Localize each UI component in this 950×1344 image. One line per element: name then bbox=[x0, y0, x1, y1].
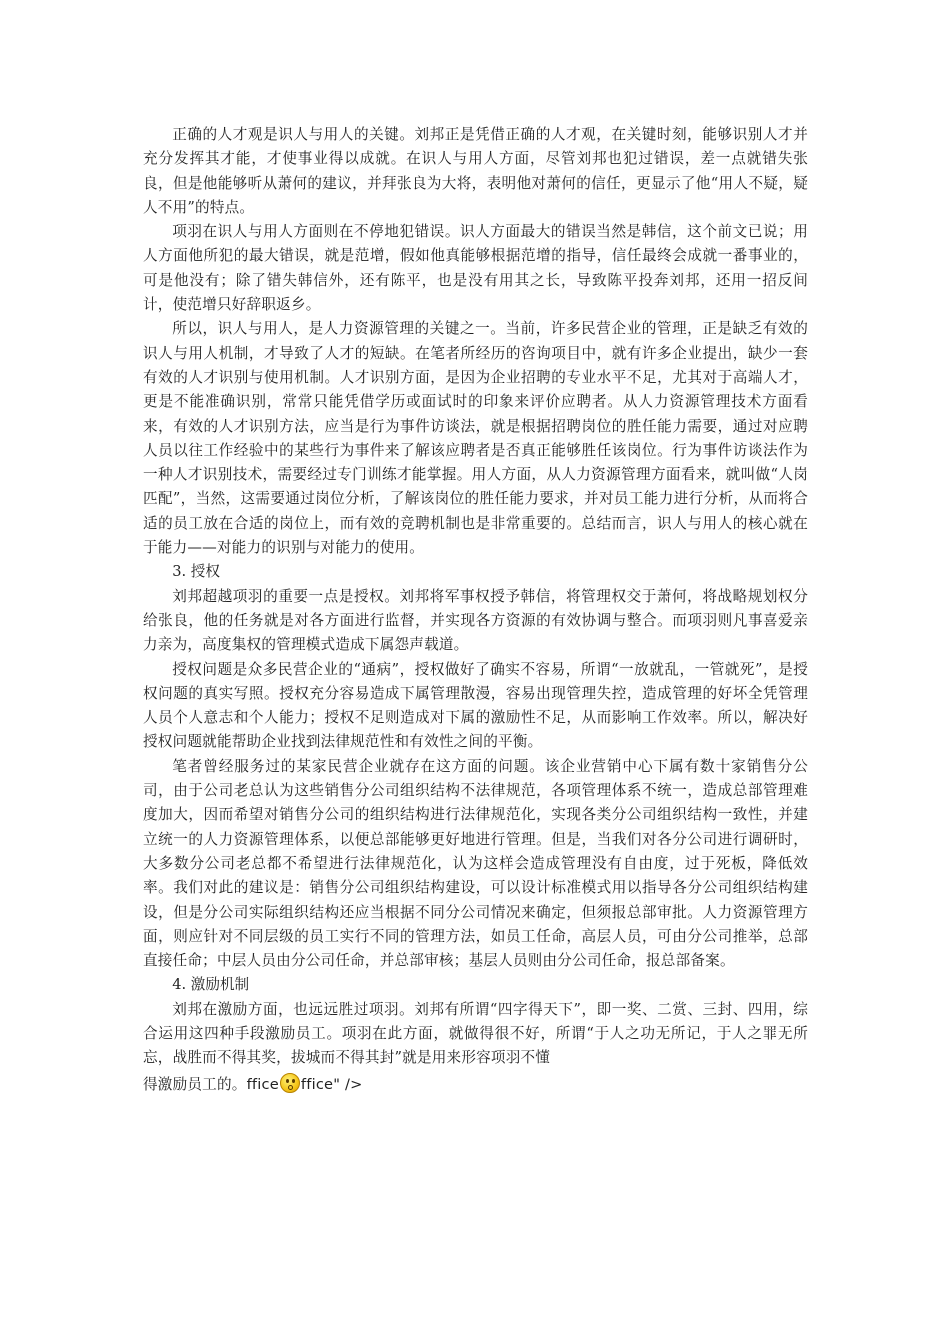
smiley-emoticon-icon bbox=[280, 1073, 300, 1093]
tail-fragment-2: ffice" /> bbox=[300, 1075, 363, 1093]
paragraph-2: 项羽在识人与用人方面则在不停地犯错误。识人方面最大的错误当然是韩信，这个前文已说；用人方面他所犯的最大错误，就是范增，假如他真能够根据范增的指导，信任最终会成就一番事业的，可是他没有；除了错失韩信外，还有陈平，也是没有用其之长，导致陈平投奔刘邦，还用一招反间计，使范增只好辞职返乡。 bbox=[143, 223, 808, 314]
tail-fragment-1: ffice bbox=[246, 1075, 279, 1093]
paragraph-1: 正确的人才观是识人与用人的关键。刘邦正是凭借正确的人才观，在关键时刻，能够识别人才并充分发挥其才能，才使事业得以成就。在识人与用人方面，尽管刘邦也犯过错误，差一点就错失张良，但是他能够听从萧何的建议，并拜张良为大将，表明他对萧何的信任，更显示了他“用人不疑，疑人不用”的特点。 bbox=[143, 126, 808, 216]
section-3-paragraph-3: 笔者曾经服务过的某家民营企业就存在这方面的问题。该企业营销中心下属有数十家销售分公司，由于公司老总认为这些销售分公司组织结构不法律规范，各项管理体系不统一，造成总部管理难度加大，因而希望对销售分公司的组织结构进行法律规范化，实现各类分公司组织结构一致性，并建立统一的人力资源管理体系，以便总部能够更好地进行管理。但是，当我们对各分公司进行调研时，大多数分公司老总都不希望进行法律规范化，认为这样会造成管理没有自由度，过于死板，降低效率。我们对此的建议是：销售分公司组织结构建设，可以设计标准模式用以指导各分公司组织结构建设，但是分公司实际组织结构还应当根据不同分公司情况来确定，但须报总部审批。人力资源管理方面，则应针对不同层级的员工实行不同的管理方法，如员工任命，高层人员，可由分公司推举，总部直接任命；中层人员由分公司任命，并总部审核；基层人员则由分公司任命，报总部备案。 bbox=[143, 757, 808, 970]
section-4-paragraph: 刘邦在激励方面，也远远胜过项羽。刘邦有所谓“四字得天下”，即一奖、二赏、三封、四用，综合运用这四种手段激励员工。项羽在此方面，就做得很不好，所谓“于人之功无所记，于人之罪无所忘，战胜而不得其奖，拔城而不得其封”就是用来形容项羽不懂 bbox=[143, 1000, 808, 1067]
section-3-paragraph-2: 授权问题是众多民营企业的“通病”，授权做好了确实不容易，所谓“一放就乱，一管就死”，是授权问题的真实写照。授权充分容易造成下属管理散漫，容易出现管理失控，造成管理的好坏全凭管理人员个人意志和个人能力；授权不足则造成对下属的激励性不足，从而影响工作效率。所以，解决好授权问题就能帮助企业找到法律规范性和有效性之间的平衡。 bbox=[143, 660, 808, 751]
section-3-paragraph-1: 刘邦超越项羽的重要一点是授权。刘邦将军事权授予韩信，将管理权交于萧何，将战略规划权分给张良，他的任务就是对各方面进行监督，并实现各方资源的有效协调与整合。而项羽则凡事喜爱亲力亲为，高度集权的管理模式造成下属怨声载道。 bbox=[143, 587, 808, 654]
section-4-heading: 4. 激励机制 bbox=[172, 976, 250, 994]
document-page bbox=[143, 123, 808, 1099]
tail-text: 得激励员工的。 bbox=[143, 1075, 247, 1093]
section-3-heading: 3. 授权 bbox=[172, 563, 220, 581]
section-4-tail-line bbox=[143, 1071, 808, 1099]
paragraph-3: 所以，识人与用人，是人力资源管理的关键之一。当前，许多民营企业的管理，正是缺乏有效的识人与用人机制，才导致了人才的短缺。在笔者所经历的咨询项目中，就有许多企业提出，缺少一套有效的人才识别与使用机制。人才识别方面，是因为企业招聘的专业水平不足，尤其对于高端人才，更是不能准确识别，常常只能凭借学历或面试时的印象来评价应聘者。从人力资源管理技术方面看来，有效的人才识别方法，应当是行为事件访谈法，就是根据招聘岗位的胜任能力需要，通过对应聘人员以往工作经验中的某些行为事件来了解该应聘者是否真正能够胜任该岗位。行为事件访谈法作为一种人才识别技术，需要经过专门训练才能掌握。用人方面，从人力资源管理方面看来，就叫做“人岗匹配”，当然，这需要通过岗位分析，了解该岗位的胜任能力要求，并对员工能力进行分析，从而将合适的员工放在合适的岗位上，而有效的竞聘机制也是非常重要的。总结而言，识人与用人的核心就在于能力——对能力的识别与对能力的使用。 bbox=[143, 320, 808, 557]
